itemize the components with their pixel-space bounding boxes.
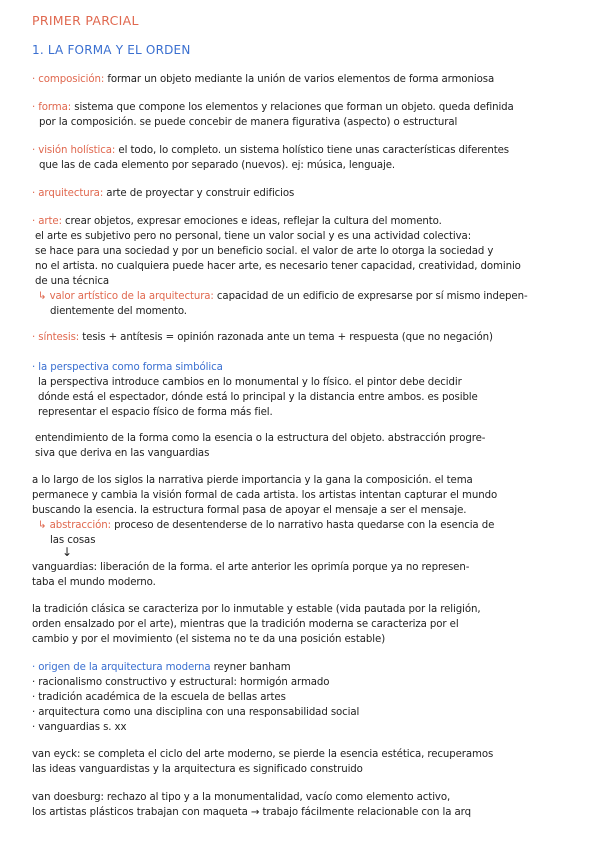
origen-term: · origen de la arquitectura moderna bbox=[32, 662, 211, 673]
valor-term: valor artístico de la arquitectura: bbox=[49, 291, 214, 302]
doesburg-line-2: los artistas plásticos trabajan con maqueta → trabajo fácilmente relacionable con la arq bbox=[32, 807, 471, 818]
vision-line-2: que las de cada elemento por separado (nuevos). ej: música, lenguaje. bbox=[39, 160, 396, 171]
page-title: PRIMER PARCIAL bbox=[32, 13, 139, 28]
perspectiva-line-1: la perspectiva introduce cambios en lo monumental y lo físico. el pintor debe decidir bbox=[38, 377, 462, 388]
forma-line-1 bbox=[32, 101, 514, 114]
perspectiva-heading: · la perspectiva como forma simbólica bbox=[32, 362, 223, 373]
arte-line-4: no el artista. no cualquiera puede hacer arte, es necesario tener capacidad, creatividad, dominio bbox=[35, 261, 521, 272]
origen-item: · vanguardias s. xx bbox=[32, 722, 127, 733]
siglos-line-1: a lo largo de los siglos la narrativa pierde importancia y la gana la composición. el tema bbox=[32, 475, 473, 486]
vanguardias-line-1: vanguardias: liberación de la forma. el arte anterior les oprimía porque ya no represen- bbox=[32, 562, 470, 573]
vaneyck-line-2: las ideas vanguardistas y la arquitectura es significado construido bbox=[32, 764, 363, 775]
doesburg-line-1: van doesburg: rechazo al tipo y a la monumentalidad, vacío como elemento activo, bbox=[32, 792, 451, 803]
siglos-line-3: buscando la esencia. la estructura formal pasa de apoyar el mensaje a ser el mensaje. bbox=[32, 505, 467, 516]
valor-arrow-icon: ↳ bbox=[38, 291, 47, 302]
arte-line-3: se hace para una sociedad y por un beneficio social. el valor de arte lo otorga la sociedad y bbox=[35, 246, 494, 257]
origen-item: · arquitectura como una disciplina con una responsabilidad social bbox=[32, 707, 360, 718]
origen-author: reyner banham bbox=[210, 662, 291, 673]
down-arrow-icon: ↓ bbox=[62, 545, 73, 559]
abstraccion-text-1: proceso de desentenderse de lo narrativo hasta quedarse con la esencia de bbox=[110, 520, 495, 531]
sintesis-text: tesis + antítesis = opinión razonada ante un tema + respuesta (que no negación) bbox=[79, 332, 493, 343]
forma-term: · forma: bbox=[32, 102, 72, 113]
abstraccion-line-1 bbox=[38, 519, 494, 532]
composicion-text: formar un objeto mediante la unión de varios elementos de forma armoniosa bbox=[104, 74, 495, 85]
origen-item: · racionalismo constructivo y estructural: hormigón armado bbox=[32, 677, 330, 688]
valor-text-1: capacidad de un edificio de expresarse por sí mismo indepen- bbox=[213, 291, 528, 302]
valor-line-1 bbox=[38, 290, 528, 303]
valor-line-2: dientemente del momento. bbox=[50, 306, 187, 317]
vision-term: · visión holística: bbox=[32, 145, 116, 156]
composicion-line bbox=[32, 73, 494, 86]
vision-line-1 bbox=[32, 144, 509, 157]
arte-text-1: crear objetos, expresar emociones e ideas, reflejar la cultura del momento. bbox=[61, 216, 442, 227]
composicion-term: · composición: bbox=[32, 74, 105, 85]
abstraccion-term: abstracción: bbox=[49, 520, 111, 531]
tradicion-line-2: orden ensalzado por el arte), mientras que la tradición moderna se caracteriza por el bbox=[32, 619, 459, 630]
abstraccion-line-2: las cosas bbox=[50, 535, 96, 546]
arquitectura-line bbox=[32, 187, 294, 200]
tradicion-line-1: la tradición clásica se caracteriza por lo inmutable y estable (vida pautada por la religión, bbox=[32, 604, 481, 615]
vaneyck-line-1: van eyck: se completa el ciclo del arte moderno, se pierde la esencia estética, recuperamos bbox=[32, 749, 494, 760]
origen-item: · tradición académica de la escuela de bellas artes bbox=[32, 692, 286, 703]
sintesis-term: · síntesis: bbox=[32, 332, 80, 343]
section-heading: 1. LA FORMA Y EL ORDEN bbox=[32, 43, 191, 57]
vision-text-1: el todo, lo completo. un sistema holístico tiene unas características diferentes bbox=[115, 145, 509, 156]
perspectiva-line-3: representar el espacio físico de forma más fiel. bbox=[38, 407, 273, 418]
origen-heading-line bbox=[32, 661, 291, 674]
entendimiento-line-2: siva que deriva en las vanguardias bbox=[35, 448, 210, 459]
arte-term: · arte: bbox=[32, 216, 62, 227]
siglos-line-2: permanece y cambia la visión formal de cada artista. los artistas intentan capturar el mundo bbox=[32, 490, 498, 501]
forma-line-2: por la composición. se puede concebir de manera figurativa (aspecto) o estructural bbox=[39, 117, 458, 128]
vanguardias-line-2: taba el mundo moderno. bbox=[32, 577, 156, 588]
arquitectura-text: arte de proyectar y construir edificios bbox=[103, 188, 295, 199]
entendimiento-line-1: entendimiento de la forma como la esencia o la estructura del objeto. abstracción progre- bbox=[35, 433, 486, 444]
arquitectura-term: · arquitectura: bbox=[32, 188, 104, 199]
tradicion-line-3: cambio y por el movimiento (el sistema no te da una posición estable) bbox=[32, 634, 386, 645]
arte-line-1 bbox=[32, 215, 442, 228]
arte-line-5: de una técnica bbox=[35, 276, 109, 287]
sintesis-line bbox=[32, 331, 493, 344]
arte-line-2: el arte es subjetivo pero no personal, tiene un valor social y es una actividad colectiva: bbox=[35, 231, 472, 242]
abstraccion-arrow-icon: ↳ bbox=[38, 520, 47, 531]
perspectiva-line-2: dónde está el espectador, dónde está lo principal y la distancia entre ambos. es posible bbox=[38, 392, 478, 403]
forma-text-1: sistema que compone los elementos y relaciones que forman un objeto. queda definida bbox=[71, 102, 514, 113]
